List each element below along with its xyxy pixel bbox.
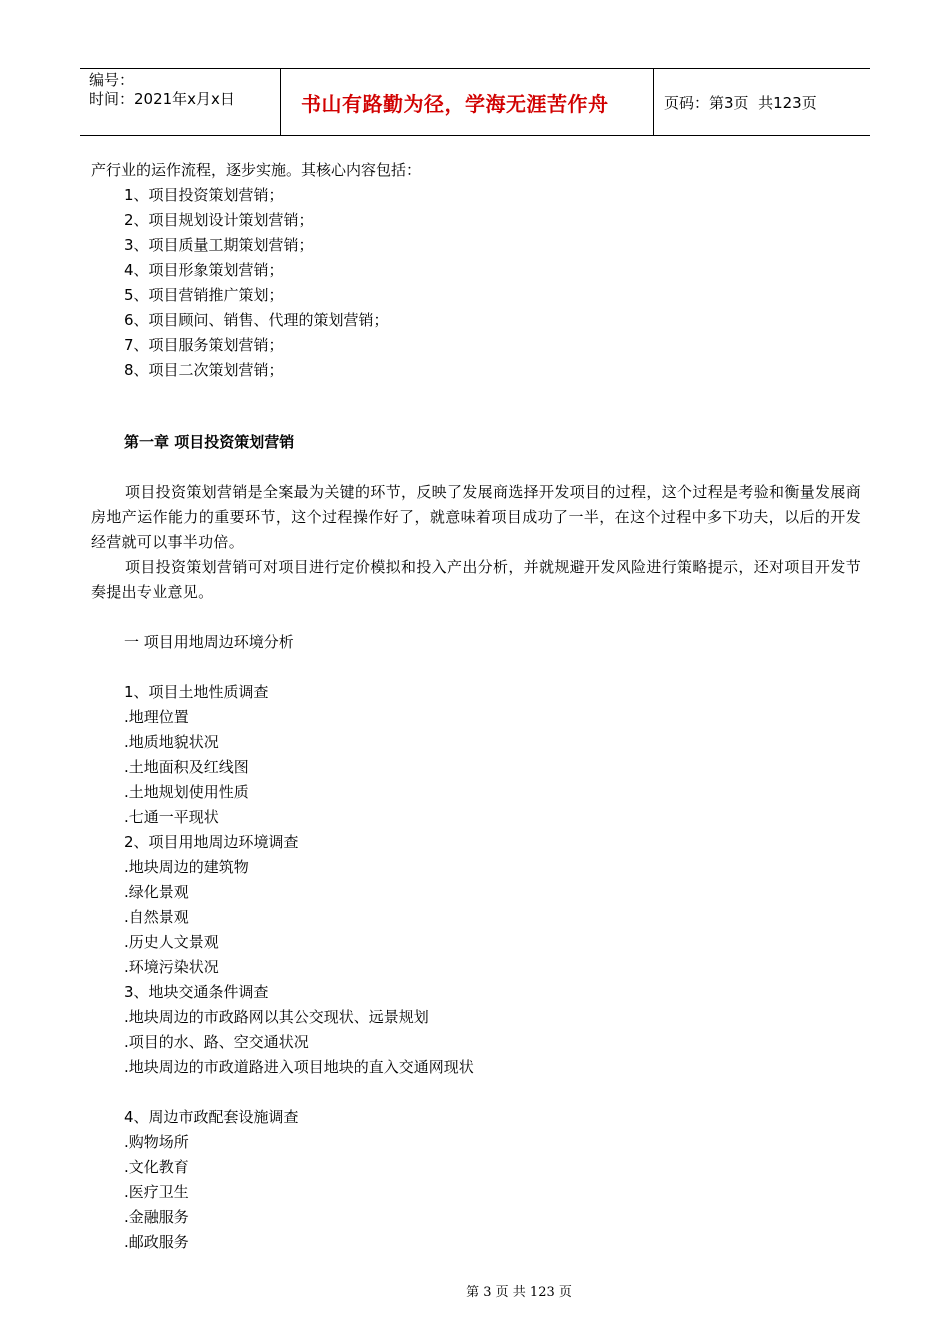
list-item: 1、项目投资策划营销； — [124, 186, 284, 204]
chapter-title: 第一章 项目投资策划营销 — [124, 433, 295, 451]
list-item: .地块周边的建筑物 — [124, 858, 249, 876]
header-page-info: 页码：第3页 共123页 — [664, 93, 817, 112]
list-item: 3、项目质量工期策划营销； — [124, 236, 314, 254]
list-item: 8、项目二次策划营销； — [124, 361, 284, 379]
list-item: 4、项目形象策划营销； — [124, 261, 284, 279]
page-header — [80, 68, 870, 136]
list-item: .地理位置 — [124, 708, 189, 726]
section-title: 一 项目用地周边环境分析 — [124, 633, 294, 651]
list-item: 2、项目规划设计策划营销； — [124, 211, 314, 229]
paragraph: 项目投资策划营销可对项目进行定价模拟和投入产出分析，并就规避开发风险进行策略提示，还对项目开发节奏提出专业意见。 — [91, 558, 861, 601]
subsection-title: 3、地块交通条件调查 — [124, 983, 269, 1001]
list-item: .地块周边的市政道路进入项目地块的直入交通网现状 — [124, 1058, 474, 1076]
list-item: 7、项目服务策划营销； — [124, 336, 284, 354]
list-item: .地块周边的市政路网以其公交现状、远景规划 — [124, 1008, 429, 1026]
list-item: .医疗卫生 — [124, 1183, 189, 1201]
motto: 书山有路勤为径，学海无涯苦作舟 — [301, 91, 609, 116]
paragraph: 项目投资策划营销是全案最为关键的环节，反映了发展商选择开发项目的过程，这个过程是考验和衡量发展商房地产运作能力的重要环节，这个过程操作好了，就意味着项目成功了一半，在这个过程中多下功夫，以后的开发经营就可以事半功倍。 — [91, 483, 861, 551]
document-body — [91, 158, 861, 1255]
list-item: .历史人文景观 — [124, 933, 219, 951]
number-label: 编号： — [89, 71, 135, 89]
intro-text: 产行业的运作流程，逐步实施。其核心内容包括： — [91, 161, 422, 179]
list-item: .文化教育 — [124, 1158, 189, 1176]
list-item: .绿化景观 — [124, 883, 189, 901]
core-list — [91, 183, 861, 383]
subsection-title: 1、项目土地性质调查 — [124, 683, 269, 701]
header-motto-cell — [281, 69, 654, 135]
subsection-title: 2、项目用地周边环境调查 — [124, 833, 299, 851]
list-item: .自然景观 — [124, 908, 189, 926]
list-item: 6、项目顾问、销售、代理的策划营销； — [124, 311, 389, 329]
list-item: .环境污染状况 — [124, 958, 219, 976]
date-label: 时间：2021年x月x日 — [89, 90, 235, 108]
list-item: 5、项目营销推广策划； — [124, 286, 284, 304]
list-item: .地质地貌状况 — [124, 733, 219, 751]
list-item: .邮政服务 — [124, 1233, 189, 1251]
subsection-title: 4、周边市政配套设施调查 — [124, 1108, 299, 1126]
list-item: .土地面积及红线图 — [124, 758, 249, 776]
page-footer: 第 3 页 共 123 页 — [466, 1285, 572, 1300]
list-item: .土地规划使用性质 — [124, 783, 249, 801]
list-item: .购物场所 — [124, 1133, 189, 1151]
list-item: .七通一平现状 — [124, 808, 219, 826]
header-meta — [80, 69, 281, 135]
list-item: .项目的水、路、空交通状况 — [124, 1033, 309, 1051]
list-item: .金融服务 — [124, 1208, 189, 1226]
